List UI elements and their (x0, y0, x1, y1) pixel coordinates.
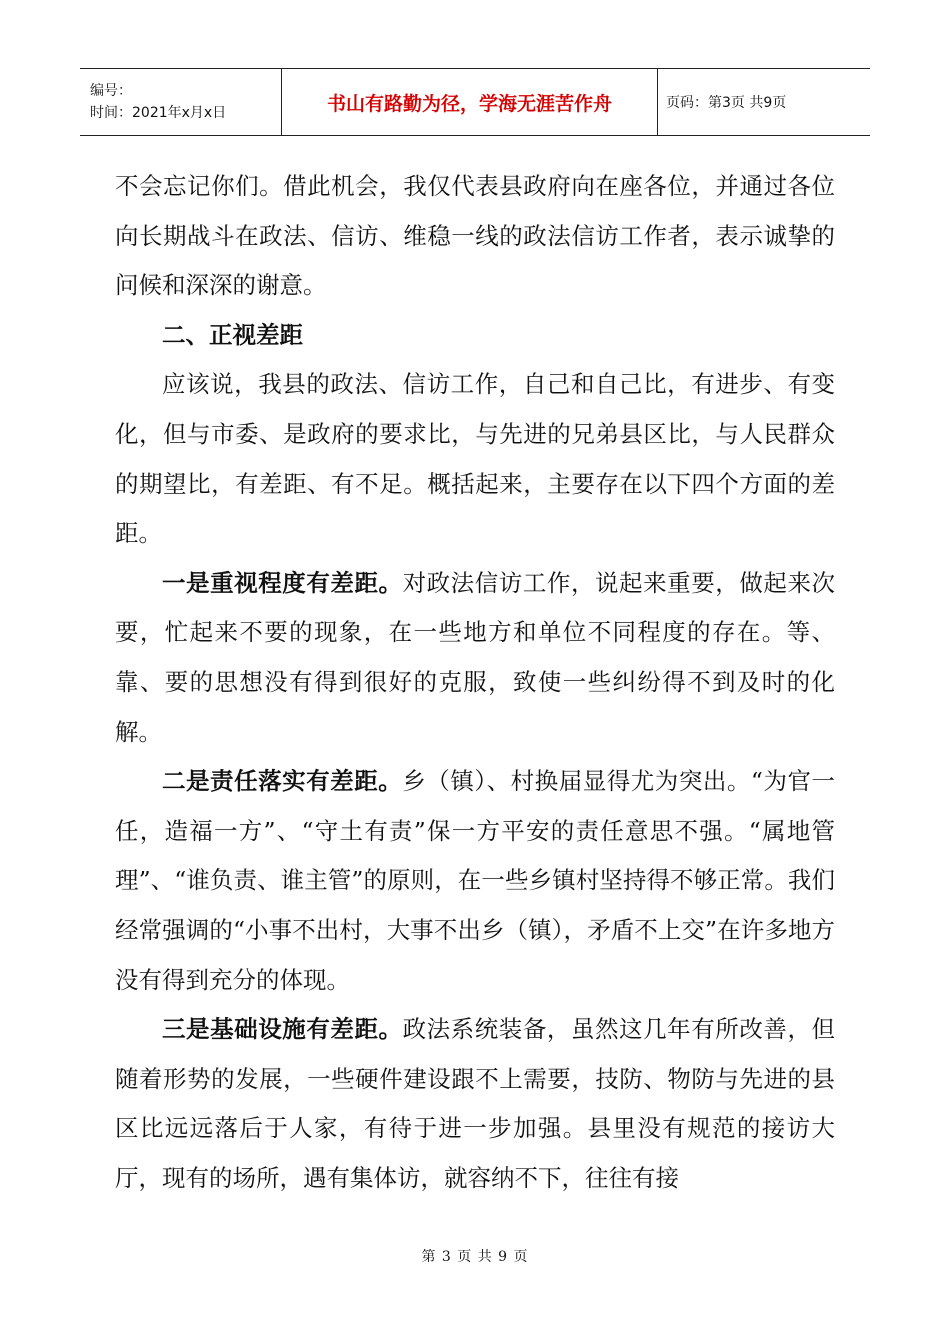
header-page-cell (658, 69, 870, 135)
paragraph-4-text: 乡（镇）、村换届显得尤为突出。“为官一任，造福一方”、“守土有责”保一方平安的责任意思不强。“属地管理”、“谁负责、谁主管”的原则，在一些乡镇村坚持得不够正常。我们经常强调的“小事不出村，大事不出乡（镇），矛盾不上交”在许多地方没有得到充分的体现。 (115, 767, 836, 994)
header-meta (80, 69, 282, 135)
page-footer: 第 3 页 共 9 页 (421, 1249, 529, 1265)
paragraph-5-text: 政法系统装备，虽然这几年有所改善，但随着形势的发展，一些硬件建设跟不上需要，技防、物防与先进的县区比远远落后于人家，有待于进一步加强。县里没有规范的接访大厅，现有的场所，遇有集体访，就容纳不下，往往有接 (115, 1015, 836, 1192)
paragraph-1: 不会忘记你们。借此机会，我仅代表县政府向在座各位，并通过各位向长期战斗在政法、信访、维稳一线的政法信访工作者，表示诚挚的问候和深深的谢意。 (115, 172, 835, 300)
paragraph-5-lead: 三是基础设施有差距。 (162, 1015, 403, 1044)
paragraph-3 (115, 559, 835, 757)
header-motto-cell (282, 69, 658, 135)
document-header (80, 68, 870, 136)
paragraph-4-lead: 二是责任落实有差距。 (162, 767, 403, 796)
paragraph-2: 应该说，我县的政法、信访工作，自己和自己比，有进步、有变化，但与市委、是政府的要求比，与先进的兄弟县区比，与人民群众的期望比，有差距、有不足。概括起来，主要存在以下四个方面的差距。 (115, 370, 835, 548)
header-page-code: 页码：第3页 共9页 (666, 95, 787, 111)
header-motto: 书山有路勤为径，学海无涯苦作舟 (326, 92, 612, 115)
document-body (115, 162, 835, 1203)
document-number-label: 编号： (90, 83, 132, 99)
paragraph-4 (115, 757, 835, 1005)
paragraph-3-lead: 一是重视程度有差距。 (162, 568, 403, 597)
section-heading-2: 二、正视差距 (162, 320, 303, 349)
paragraph-3-text: 对政法信访工作，说起来重要，做起来次要，忙起来不要的现象，在一些地方和单位不同程度的存在。等、靠、要的思想没有得到很好的克服，致使一些纠纷得不到及时的化解。 (115, 568, 836, 746)
document-time-label: 时间：2021年x月x日 (90, 105, 227, 121)
paragraph-5 (115, 1005, 835, 1203)
